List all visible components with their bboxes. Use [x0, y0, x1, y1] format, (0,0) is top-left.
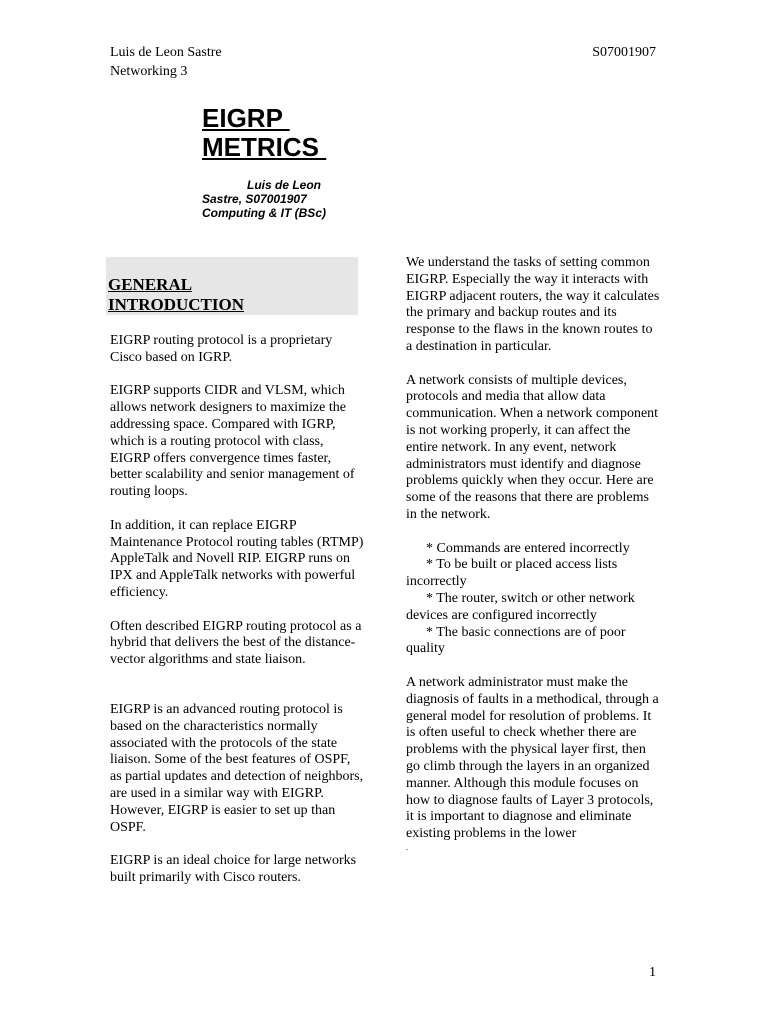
byline-line-2: Sastre, S07001907 [202, 192, 307, 206]
page-number: 1 [649, 965, 656, 980]
page-header-right [592, 43, 656, 62]
title-line-1: EIGRP [202, 103, 290, 133]
list-item [406, 557, 662, 591]
list-item-text: * The router, switch or other network devices are configured incorrectly [406, 590, 635, 623]
right-column [406, 255, 662, 853]
paragraph: Often described EIGRP routing protocol as a hybrid that delivers the best of the distance-vector algorithms and state liaison. [110, 618, 362, 668]
paragraph: EIGRP routing protocol is a proprietary Cisco based on IGRP. [110, 333, 333, 365]
title-line-2: METRICS [202, 132, 327, 162]
section-heading [108, 275, 244, 315]
paragraph: In addition, it can replace EIGRP Maintenance Protocol routing tables (RTMP) AppleTalk and Novell RIP. EIGRP runs on IPX and AppleTalk networks with powerful efficiency. [110, 517, 364, 600]
list-item [406, 625, 662, 659]
page-header-left [110, 43, 222, 81]
paragraph: EIGRP is an ideal choice for large networks built primarily with Cisco routers. [110, 853, 357, 885]
list-item-text: * Commands are entered incorrectly [426, 540, 630, 556]
header-course: Networking 3 [110, 64, 188, 79]
left-column [110, 333, 365, 904]
document-title [202, 104, 326, 162]
byline-line-3: Computing & IT (BSc) [202, 206, 326, 220]
header-author: Luis de Leon Sastre [110, 45, 222, 60]
list-item-text: * To be built or placed access lists incorrectly [406, 557, 618, 590]
section-heading-line-1: GENERAL [108, 275, 193, 294]
paragraph: EIGRP supports CIDR and VLSM, which allows network designers to maximize the addressing space. Compared with IGRP, which is a routing protocol with class, EIGRP offers convergence times faster, better scalability and senior management of routing loops. [110, 383, 355, 500]
bullet-list [406, 541, 662, 659]
paragraph: EIGRP is an advanced routing protocol is based on the characteristics normally associated with the protocols of the state liaison. Some of the best features of OSPF, as partial updates and detection of neighbors, are used in a similar way with EIGRP. However, EIGRP is easier to set up than OSPF. [110, 701, 364, 835]
byline-line-1: Luis de Leon [247, 178, 322, 192]
paragraph: A network consists of multiple devices, protocols and media that allow data communication. When a network component is not working properly, it can affect the entire network. In any event, network administrators must identify and diagnose problems quickly when they occur. Here are some of the reasons that there are problems in the network. [406, 372, 659, 522]
trailing-mark: . [406, 842, 408, 852]
header-student-id: S07001907 [592, 45, 656, 60]
list-item [406, 591, 662, 625]
list-item-text: * The basic connections are of poor quality [406, 624, 626, 657]
paragraph: We understand the tasks of setting common EIGRP. Especially the way it interacts with EIGRP adjacent routers, the way it calculates the primary and backup routes and its response to the flaws in the known routes to a destination in particular. [406, 255, 660, 354]
byline [202, 178, 362, 220]
list-item [406, 541, 662, 558]
section-heading-line-2: INTRODUCTION [108, 295, 245, 314]
paragraph: A network administrator must make the diagnosis of faults in a methodical, through a general model for resolution of problems. It is often useful to check whether there are problems with the physical layer first, then go climb through the layers in an organized manner. Although this module focuses on how to diagnose faults of Layer 3 protocols, it is important to diagnose and eliminate existing problems in the lower [406, 674, 659, 842]
